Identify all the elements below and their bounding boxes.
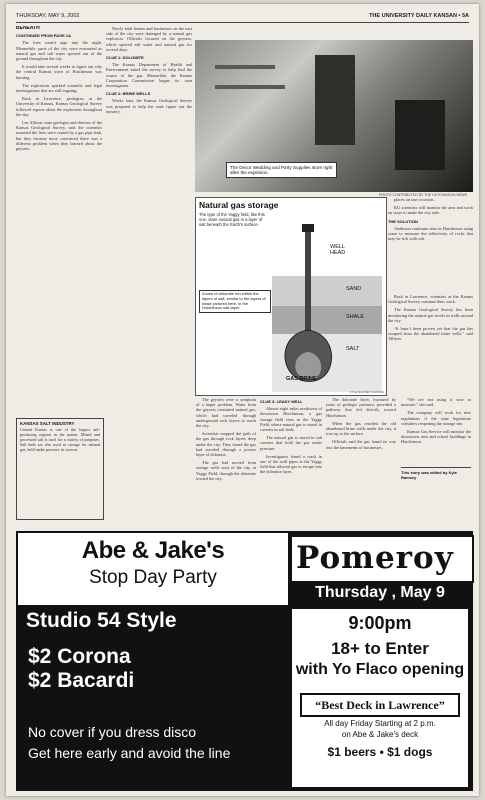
subhead: CLUE 2: BRINE WELLS [106, 91, 151, 97]
header-date: THURSDAY, MAY 9, 2002 [16, 13, 80, 19]
article-column-6 [388, 197, 473, 292]
dolomite-zones-note: Zones of dolomite run within the layers of salt, similar to the layers of shale pictured here, in the Hutchinson salt layer. [199, 290, 271, 313]
ad-friday: All day Friday Starting at 2 p.m. [324, 719, 436, 728]
editor-note: This story was edited by Kyle Ramsey [401, 467, 471, 480]
label-shale: SHALE [346, 314, 365, 320]
explosion-photo [195, 40, 473, 192]
pomeroys-advertisement [16, 531, 473, 791]
ad-best-deck: “Best Deck in Lawrence” [300, 693, 460, 717]
page-header [16, 12, 469, 23]
paragraph: The dolomite layer, fractured by years of geologic pressure, provided a pathway that led directly toward Hutchinson. [326, 397, 396, 418]
well-cavern-drawing [272, 212, 382, 392]
paragraph: The gas had moved from storage wells west of the city, at Yaggy Field, through the dolomite toward the city. [196, 460, 256, 481]
paragraph: Scientists mapped the path of the gas through rock layers deep under the city. They found the gas had traveled through a porous layer of dolomite. [196, 431, 256, 458]
paragraph: Newly built homes and businesses on the east side of the city were damaged by a natural gas explosion. Officials focused on the geysers, which spewed salt water and natural gas for several days. [106, 26, 192, 52]
ad-specials [18, 607, 288, 789]
newspaper-page [6, 4, 479, 796]
ad-time: 9:00pm [348, 613, 412, 633]
ad-details [290, 607, 470, 789]
ad-early-note: Get here early and avoid the line [28, 745, 231, 761]
paragraph: Anderson continues tests in Hutchinson using sonar to measure the reflectivity of rocks that may be rich with salt. [388, 225, 473, 242]
article-column-1 [16, 26, 102, 416]
paragraph: places on one occasion. [394, 197, 435, 202]
ad-theme: Studio 54 Style [26, 609, 177, 632]
ad-age: 18+ to Enter [331, 639, 429, 658]
paragraph: The Kansas Geological Survey has been monitoring the natural gas levels in wells around the city. [388, 307, 473, 323]
label-gas-brine: GAS BRINE [286, 376, 317, 382]
label-wellhead: WELL HEAD [330, 244, 346, 256]
article-column-4 [260, 397, 322, 531]
subhead: CLUE 1: DOLOMITE [106, 55, 144, 61]
ad-event-name: Stop Day Party [89, 567, 217, 588]
article-column-2 [106, 26, 192, 531]
venue-name: Pomeroy [296, 540, 454, 576]
ad-special-corona: $2 Corona [28, 645, 131, 668]
salt-industry-sidebar [16, 418, 104, 520]
diagram-title: Natural gas storage [199, 200, 279, 210]
ad-headline-block [18, 533, 288, 605]
ad-prices: $1 beers • $1 dogs [327, 745, 433, 759]
venue-logo [290, 535, 474, 583]
diagram-credit: KYLE RAMSEY/KANSAN [349, 390, 384, 394]
photo-caption: The Decor Wedding and Party Supplies store right after the explosion. [226, 162, 337, 178]
paragraph: Officials said the gas found its way into the basements of businesses. [326, 439, 396, 450]
article-column-7 [388, 294, 473, 394]
paragraph: KU scientists will monitor the area and work on ways to make the city safe. [388, 205, 473, 216]
paragraph: It would take several weeks to figure out why the central Kansas town of Hutchinson was burning. [16, 64, 102, 80]
paragraph: Back in Lawrence, geologists at the University of Kansas, Kansas Geological Survey followed reports about the explosions throughout the day. [16, 96, 102, 117]
header-paper: THE UNIVERSITY DAILY KANSAN • 5A [369, 13, 469, 19]
label-salt: SALT [346, 346, 360, 352]
paragraph: Almost eight miles northwest of downtown Hutchinson, a gas storage field rests in the Yaggy Field, where natural gas is stored in caverns in salt beds. [260, 406, 322, 433]
paragraph: The explosions sparked scientific and legal investigations that are still ongoing. [16, 82, 102, 94]
paragraph: The geysers were a symptom of a larger problem. Water from the geysers contained natural gas, which had traveled through underground rock layers to reach the city. [196, 397, 256, 429]
paragraph: Back in Lawrence, scientists at the Kansas Geological Survey continue their work. [388, 294, 473, 305]
ad-opener: with Yo Flaco opening [295, 661, 465, 678]
paragraph: The Kansas Department of Health and Environment asked the survey to help find the source of the gas. Meanwhile, the Kansas Corporation Commission began its own investigation. [106, 62, 192, 89]
paragraph: “We are not using it now to measure,” she said. [401, 397, 471, 408]
paragraph: Kansas Gas Service will monitor the downtown area and school buildings in Hutchinson. [401, 429, 471, 445]
article-column-3 [196, 397, 256, 531]
ad-special-bacardi: $2 Bacardi [28, 669, 135, 692]
gas-storage-diagram [195, 197, 387, 396]
sidebar-body: Central Kansas is one of the largest salt-producing regions in the nation. Mined and processed salt is used for a variety of purposes. Salt beds are also used as storage for natural gas, held under pressure in caverns. [20, 427, 100, 452]
ad-cover-note: No cover if you dress disco [28, 724, 197, 740]
paragraph: The fires would rage into the night. Meanwhile, parts of the city were evacuated as natural gas and salt water spewed out of the ground throughout the city. [16, 40, 102, 62]
paragraph: When the gas reached the old abandoned brine wells under the city, it rose up to the surface. [326, 420, 396, 437]
sidebar-title: KANSAS SALT INDUSTRY [20, 421, 75, 426]
label-sand: SAND [346, 286, 362, 292]
paragraph: The company will work for new regulations if the state legislature considers reopening the storage site. [401, 410, 471, 426]
photo-credit: PHOTO CONTRIBUTED BY THE HUTCHINSON NEWS [379, 193, 467, 197]
paragraph: Investigators found a crack in one of the well pipes at the Yaggy field that allowed gas to escape into the dolomite layer. [260, 453, 322, 475]
paragraph: The natural gas is stored in salt caverns that hold the gas under pressure. [260, 435, 322, 451]
paragraph: Weeks later, the Kansas Geological Survey was prepared to help the state figure out the mystery. [106, 98, 192, 114]
subhead: THE SOLUTION [388, 218, 418, 224]
ad-headline: Abe & Jake's [81, 537, 225, 564]
paragraph: Lee Allison, state geologist and director of the Kansas Geological Survey, said the scientists assumed the fires were caused by a gas pipe leak, but they became more convinced there was a different problem when they learned about the geysers. [16, 120, 102, 152]
continued-line: CONTINUED FROM PAGE 1A [16, 33, 72, 39]
article-kicker: BENEATH [16, 26, 40, 31]
subhead: CLUE 3: LEAKY WELL [260, 399, 303, 404]
article-column-5 [326, 397, 396, 531]
article-column-8 [401, 397, 471, 465]
ad-date: Thursday , May 9 [290, 581, 470, 605]
diagram-description: The type of the Yaggy field, like this one, store natural gas in a layer of salt beneath the Earth's surface. [199, 212, 265, 227]
ad-location: on Abe & Jake's deck [341, 730, 419, 739]
paragraph: “It hasn’t been proven yet that the gas has escaped from the abandoned brine wells,” said Allison. [388, 326, 473, 342]
